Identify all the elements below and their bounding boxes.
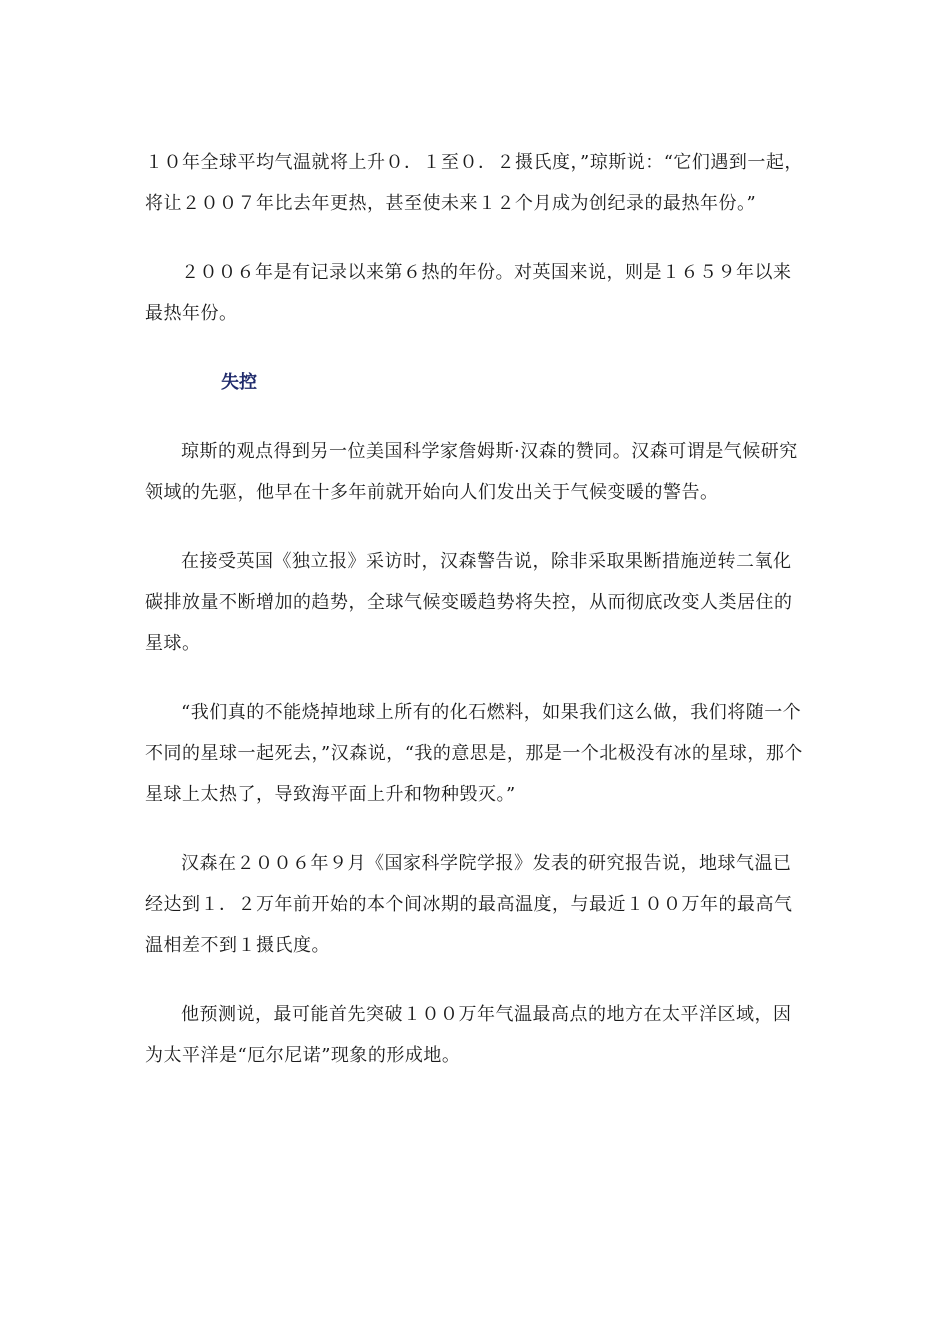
paragraph-3: 琼斯的观点得到另一位美国科学家詹姆斯·汉森的赞同。汉森可谓是气候研究领域的先驱，他早在十多年前就开始向人们发出关于气候变暖的警告。 [145, 441, 798, 503]
paragraph-2: ２００６年是有记录以来第６热的年份。对英国来说，则是１６５９年以来最热年份。 [145, 262, 792, 324]
paragraph-1: １０年全球平均气温就将上升０．１至０．２摄氏度，”琼斯说：“它们遇到一起，将让２００７年比去年更热，甚至使未来１２个月成为创纪录的最热年份。” [145, 152, 803, 214]
paragraph-4: 在接受英国《独立报》采访时，汉森警告说，除非采取果断措施逆转二氧化碳排放量不断增加的趋势，全球气候变暖趋势将失控，从而彻底改变人类居住的星球。 [145, 551, 793, 654]
article-body [145, 142, 807, 1104]
paragraph-6: 汉森在２００６年９月《国家科学院学报》发表的研究报告说，地球气温已经达到１．２万年前开始的本个间冰期的最高温度，与最近１００万年的最高气温相差不到１摄氏度。 [145, 853, 793, 956]
paragraph-5: “我们真的不能烧掉地球上所有的化石燃料，如果我们这么做，我们将随一个不同的星球一起死去，”汉森说，“我的意思是，那是一个北极没有冰的星球，那个星球上太热了，导致海平面上升和物种毁灭。” [145, 702, 803, 805]
section-heading: 失控 [221, 372, 257, 393]
paragraph-7: 他预测说，最可能首先突破１００万年气温最高点的地方在太平洋区域，因为太平洋是“厄尔尼诺”现象的形成地。 [145, 1004, 792, 1066]
